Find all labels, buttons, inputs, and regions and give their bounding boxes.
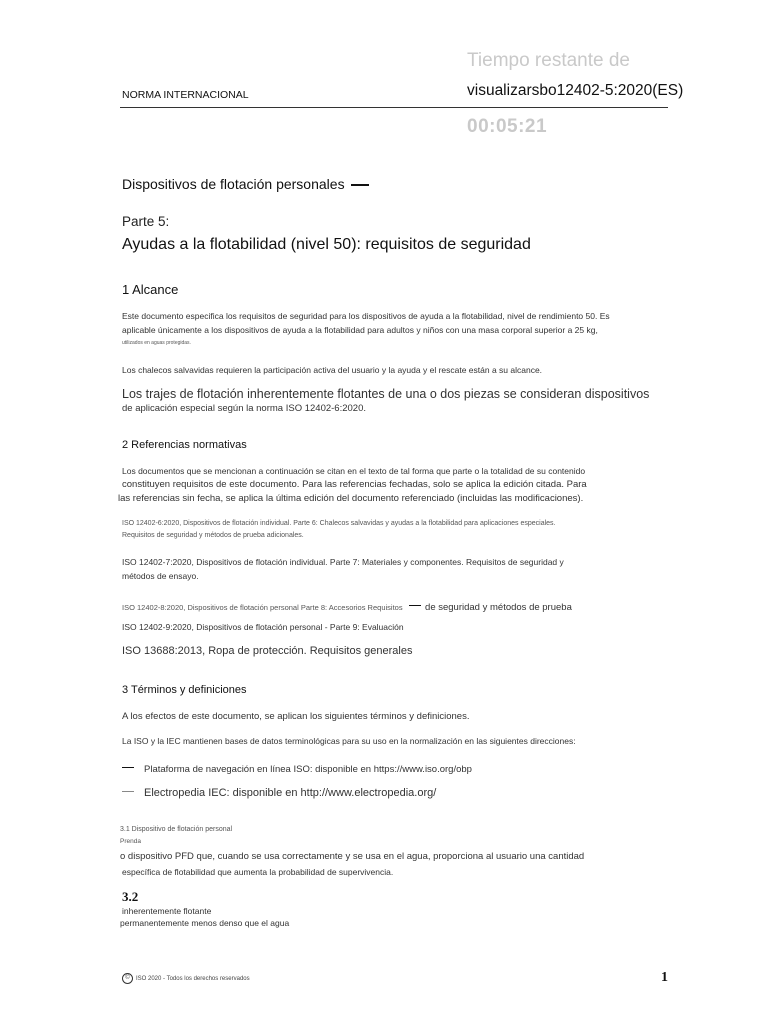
reference-iso-12402-9: ISO 12402-9:2020, Dispositivos de flotación personal - Parte 9: Evaluación bbox=[122, 622, 404, 632]
term-3-1-definition-line1: o dispositivo PFD que, cuando se usa correctamente y se usa en el agua, proporciona al usuario una cantidad bbox=[120, 851, 585, 862]
term-3-2-definition: permanentemente menos denso que el agua bbox=[120, 918, 290, 928]
reference-iso-12402-8 bbox=[122, 597, 572, 615]
term-3-1-definition-line2: específica de flotabilidad que aumenta la probabilidad de supervivencia. bbox=[122, 867, 394, 877]
reference-iso-12402-6-line2: Requisitos de seguridad y métodos de prueba adicionales. bbox=[122, 532, 304, 539]
term-3-2-number: 3.2 bbox=[122, 889, 139, 904]
term-3-1-heading: 3.1 Dispositivo de flotación personal bbox=[120, 826, 233, 833]
references-intro-line2: constituyen requisitos de este documento. Para las referencias fechadas, solo se aplica la edición citada. Para bbox=[122, 479, 587, 490]
header-rule bbox=[120, 107, 668, 108]
terms-bullet-iec-text: Electropedia IEC: disponible en http://www.electropedia.org/ bbox=[144, 787, 437, 799]
references-intro-line1: Los documentos que se mencionan a continuación se citan en el texto de tal forma que parte o la totalidad de su contenido bbox=[122, 466, 586, 476]
section-1-heading: 1 Alcance bbox=[122, 282, 179, 297]
scope-paragraph-line3: utilizados en aguas protegidas. bbox=[122, 340, 191, 346]
document-title bbox=[122, 176, 369, 192]
reference-dash bbox=[409, 605, 421, 606]
header-standard-type: NORMA INTERNACIONAL bbox=[122, 89, 249, 101]
term-3-1-alt: Prenda bbox=[120, 838, 141, 845]
terms-paragraph-2: La ISO y la IEC mantienen bases de datos terminológicas para su uso en la normalización en las siguientes direcciones: bbox=[122, 736, 576, 746]
scope-paragraph-line2: aplicable únicamente a los dispositivos de ayuda a la flotabilidad para adultos y niños con una masa corporal superior a 25 kg, bbox=[122, 325, 598, 335]
timer-label: Tiempo restante de bbox=[467, 50, 630, 71]
reference-iso-12402-8-a: ISO 12402-8:2020, Dispositivos de flotación personal Parte 8: Accesorios Requisitos bbox=[122, 603, 403, 612]
footer-copyright-text: ISO 2020 - Todos los derechos reservados bbox=[136, 976, 250, 983]
copyright-icon: © bbox=[122, 973, 133, 984]
page-number: 1 bbox=[661, 970, 668, 985]
timer-value: 00:05:21 bbox=[467, 116, 548, 137]
section-3-heading: 3 Términos y definiciones bbox=[122, 684, 247, 696]
scope-paragraph-2: Los chalecos salvavidas requieren la participación activa del usuario y la ayuda y el rescate están a su alcance. bbox=[122, 365, 543, 375]
terms-bullet-iec bbox=[122, 783, 436, 801]
reference-iso-12402-8-b: de seguridad y métodos de prueba bbox=[425, 602, 572, 613]
bullet-dash bbox=[122, 767, 134, 768]
section-2-heading: 2 Referencias normativas bbox=[122, 439, 247, 451]
header-document-id: visualizarsbo12402-5:2020(ES) bbox=[467, 82, 684, 99]
terms-paragraph-1: A los efectos de este documento, se aplican los siguientes términos y definiciones. bbox=[122, 711, 470, 722]
document-title-text: Dispositivos de flotación personales bbox=[122, 176, 345, 192]
references-intro-line3: las referencias sin fecha, se aplica la última edición del documento referenciado (incluidas las modificaciones). bbox=[118, 493, 584, 504]
document-part: Parte 5: bbox=[122, 214, 170, 229]
footer-copyright bbox=[122, 973, 250, 984]
terms-bullet-iso bbox=[122, 759, 472, 777]
terms-bullet-iso-text: Plataforma de navegación en línea ISO: disponible en https://www.iso.org/obp bbox=[144, 764, 472, 775]
scope-paragraph-3-line2: de aplicación especial según la norma ISO 12402-6:2020. bbox=[122, 403, 366, 414]
term-3-2-term: inherentemente flotante bbox=[122, 906, 212, 916]
reference-iso-12402-7-line2: métodos de ensayo. bbox=[122, 571, 199, 581]
reference-iso-12402-6-line1: ISO 12402-6:2020, Dispositivos de flotación individual. Parte 6: Chalecos salvavidas y ayudas a la flotabilidad para aplicaciones especiales. bbox=[122, 520, 556, 527]
scope-paragraph-line1: Este documento especifica los requisitos de seguridad para los dispositivos de ayuda a la flotabilidad, nivel de rendimiento 50. Es bbox=[122, 311, 610, 321]
bullet-dash bbox=[122, 791, 134, 792]
reference-iso-13688: ISO 13688:2013, Ropa de protección. Requisitos generales bbox=[122, 645, 413, 657]
reference-iso-12402-7-line1: ISO 12402-7:2020, Dispositivos de flotación individual. Parte 7: Materiales y componentes. Requisitos de seguridad y bbox=[122, 557, 564, 567]
document-subtitle: Ayudas a la flotabilidad (nivel 50): requisitos de seguridad bbox=[122, 236, 531, 253]
scope-paragraph-3-line1: Los trajes de flotación inherentemente flotantes de una o dos piezas se consideran dispositivos bbox=[122, 387, 650, 401]
title-dash bbox=[351, 184, 369, 186]
